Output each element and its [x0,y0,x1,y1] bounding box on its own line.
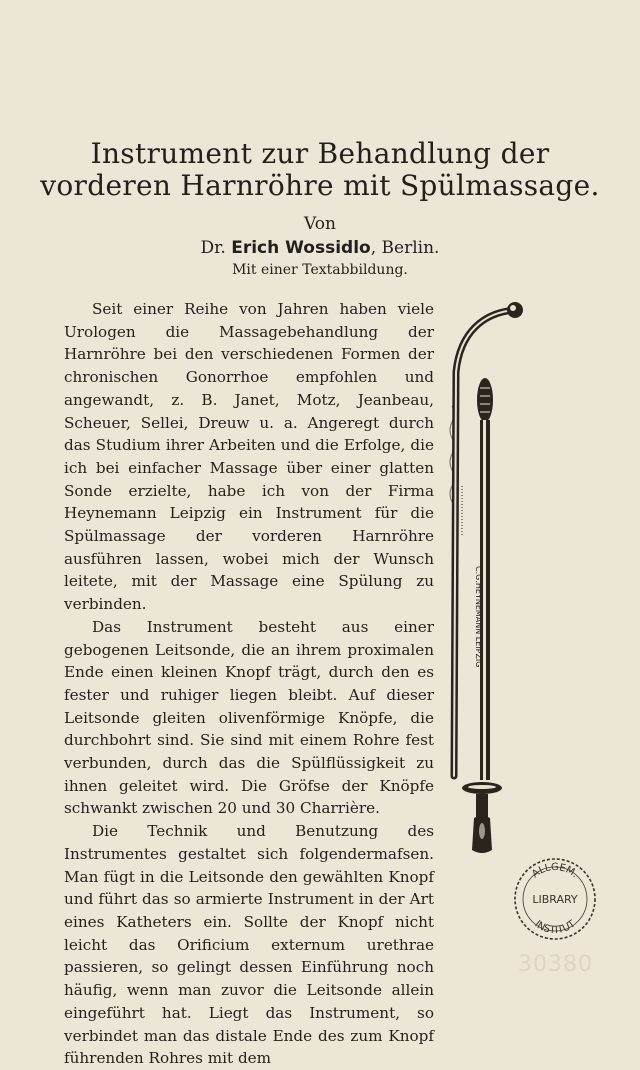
author-prefix: Dr. [200,238,226,258]
call-number: 30380 [518,952,593,977]
paragraph: Das Instrument besteht aus einer gebogenen Leitsonde, die an ihrem proximalen Ende einen kleinen Knopf trägt, durch den es fester und ruhiger liegen bleibt. Auf dieser Leitsonde gleiten olivenförmige Knöpfe, die durchbohrt sind. Sie sind mit einem Rohre fest verbunden, durch das die Spülflüssigkeit zu ihnen geleitet wird. Die Gröfse der Knöpfe schwankt zwischen 20 und 30 Charrière. [64,617,434,818]
figure-note: Mit einer Textabbildung. [232,262,408,278]
handle [476,794,488,818]
article-title: Instrument zur Behandlung der vorderen Harnröhre mit Spülmassage. [40,137,600,202]
olive-knob [477,378,493,422]
byline-von: Von [304,214,336,234]
instrument-illustration [436,296,532,862]
author-name: Erich Wossidlo [231,238,371,258]
paragraph: Seit einer Reihe von Jahren haben viele Urologen die Massagebehandlung der Harnröhre bei den verschiedenen Formen der chronischen Gonorrhoe empfohlen und angewandt, z. B. Janet, Motz, Jeanbeau, Scheuer, Sellei, Dreuw u. a. Angeregt durch das Studium ihrer Arbeiten und die Erfolge, die ich bei einfacher Massage über einer glatten Sonde erzielte, habe ich von der Firma Heynemann Leipzig ein Instrument für die Spülmassage der vorderen Harnröhre ausführen lassen, wobei mich der Wunsch leitete, mit der Massage eine Spülung zu verbinden. [64,300,434,614]
maker-engraving: C.G.HEYNEMANN LEIPZIG [474,566,483,668]
stamp-bottom-text: INSTITUT [532,918,578,937]
paragraph: Die Technik und Benutzung des Instrumentes gestaltet sich folgendermafsen. Man fügt in die Leitsonde den gewählten Knopf und führt das so armierte Instrument in der Art eines Katheters ein. Sollte der Knopf nicht leicht das Orificium externum urethrae passieren, so gelingt dessen Einführung noch häufig, wenn man zuvor die Leitsonde allein eingeführt hat. Liegt das Instrument, so verbindet man das distale Ende des zum Knopf führenden Rohres mit dem [64,822,434,1068]
article-body [64,298,434,1070]
author-line [0,238,640,258]
author-location: , Berlin. [370,238,440,258]
stamp-top-text: ALLGEM. [530,862,581,881]
library-stamp [512,856,598,942]
stamp-center-text: LIBRARY [532,893,578,906]
